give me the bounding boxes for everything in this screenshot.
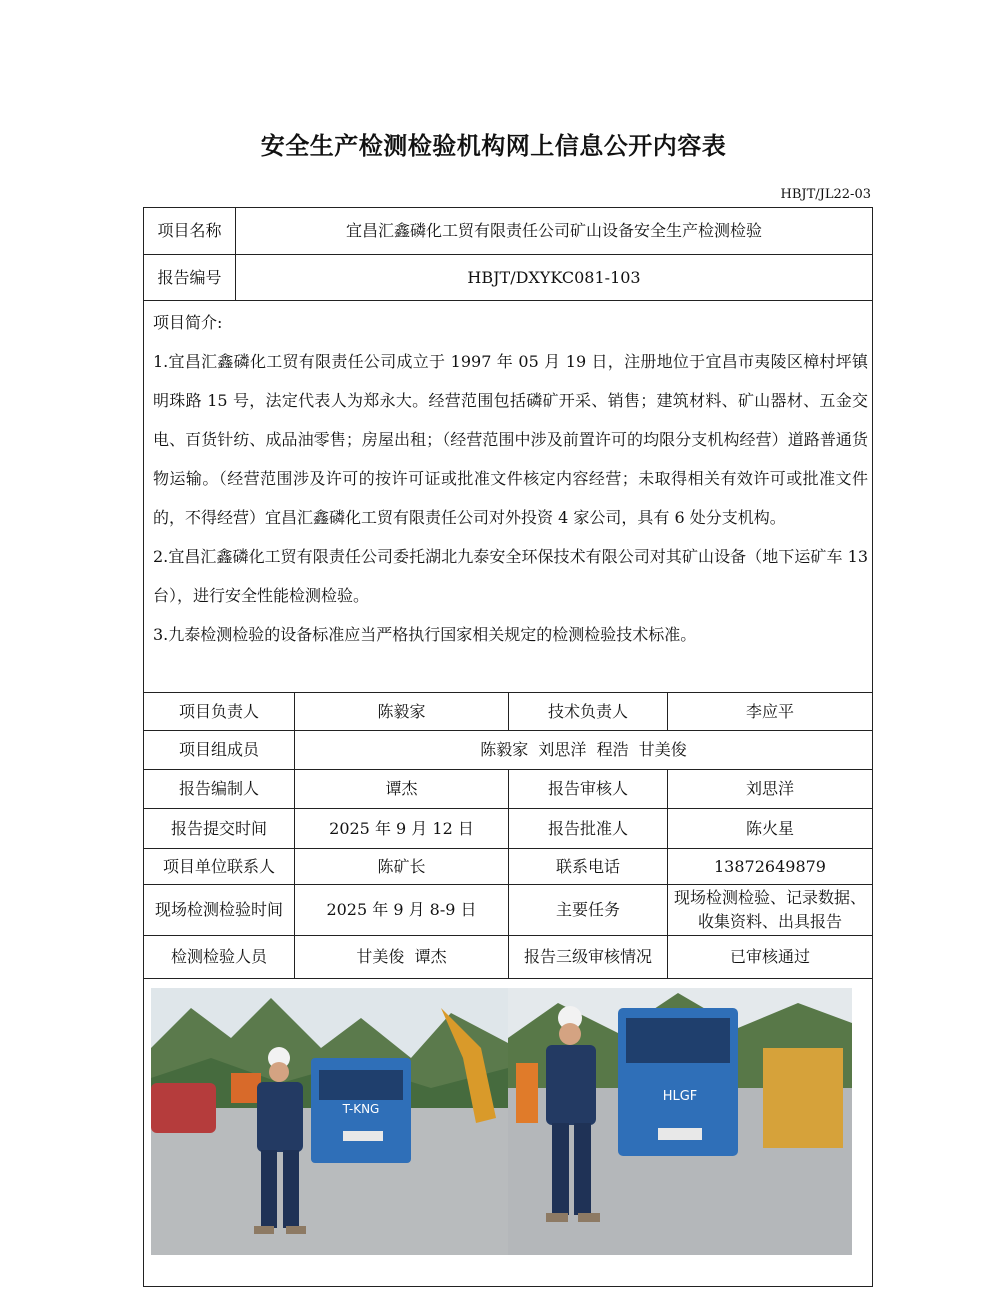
- phone-label: 联系电话: [555, 856, 620, 876]
- site-photo-right: [508, 988, 852, 1255]
- contact: 陈矿长: [377, 856, 426, 876]
- approver: 陈火星: [745, 818, 794, 838]
- phone: 13872649879: [714, 856, 826, 876]
- right-vehicle-text: HLGF: [662, 1089, 698, 1104]
- document-title: 安全生产检测检验机构网上信息公开内容表: [260, 132, 727, 160]
- submit-time-label: 报告提交时间: [170, 818, 267, 838]
- task: 现场检测检验、记录数据、收集资料、出具报告: [674, 888, 867, 931]
- project-leader-label: 项目负责人: [178, 701, 259, 721]
- site-time-label: 现场检测检验时间: [154, 900, 283, 919]
- compiler: 谭杰: [385, 779, 418, 798]
- site-photo-left: [151, 988, 508, 1255]
- review-status-label: 报告三级审核情况: [523, 947, 652, 966]
- intro-label: 项目简介:: [153, 313, 223, 332]
- team-label: 项目组成员: [178, 740, 259, 759]
- info-table: [143, 207, 873, 1287]
- reviewer: 刘思洋: [745, 779, 794, 798]
- report-no-label: 报告编号: [157, 267, 222, 287]
- site-time: 2025 年 9 月 8-9 日: [326, 900, 477, 919]
- contact-label: 项目单位联系人: [162, 856, 275, 876]
- approver-label: 报告批准人: [547, 818, 628, 838]
- left-vehicle-text: T-KNG: [342, 1102, 380, 1116]
- project-leader: 陈毅家: [377, 701, 426, 721]
- compiler-label: 报告编制人: [178, 779, 259, 798]
- team-members: 陈毅家 刘思洋 程浩 甘美俊: [480, 740, 687, 759]
- project-intro: [153, 342, 868, 654]
- tech-leader: 李应平: [745, 701, 794, 721]
- form-code: HBJT/JL22-03: [780, 187, 871, 202]
- project-name-label: 项目名称: [157, 221, 222, 240]
- tech-leader-label: 技术负责人: [547, 701, 628, 721]
- intro-paragraph-3: 3.九泰检测检验的设备标准应当严格执行国家相关规定的检测检验技术标准。: [153, 625, 697, 644]
- intro-paragraph-2: 2.宜昌汇鑫磷化工贸有限责任公司委托湖北九泰安全环保技术有限公司对其矿山设备（地下运矿车 13 台），进行安全性能检测检验。: [153, 547, 868, 605]
- reviewer-label: 报告审核人: [547, 779, 628, 798]
- report-no: HBJT/DXYKC081-103: [467, 267, 641, 287]
- project-name: 宜昌汇鑫磷化工贸有限责任公司矿山设备安全生产检测检验: [345, 221, 762, 240]
- task-label: 主要任务: [555, 900, 620, 919]
- review-status: 已审核通过: [729, 947, 810, 966]
- submit-time: 2025 年 9 月 12 日: [329, 818, 474, 838]
- inspectors-label: 检测检验人员: [170, 947, 267, 966]
- inspectors: 甘美俊 谭杰: [356, 947, 447, 966]
- intro-paragraph-1: 1.宜昌汇鑫磷化工贸有限责任公司成立于 1997 年 05 月 19 日，注册地位于宜昌市夷陵区樟村坪镇明珠路 15 号，法定代表人为郑永大。经营范围包括磷矿开采、销售；建筑材料、矿山器材、五金交电、百货针纺、成品油零售；房屋出租；（经营范围中涉及前置许可的均限分支机构经营）道路普通货物运输。（经营范围涉及许可的按许可证或批准文件核定内容经营；未取得相关有效许可或批准文件的，不得经营）宜昌汇鑫磷化工贸有限责任公司对外投资 4 家公司，具有 6 处分支机构。: [153, 352, 868, 527]
